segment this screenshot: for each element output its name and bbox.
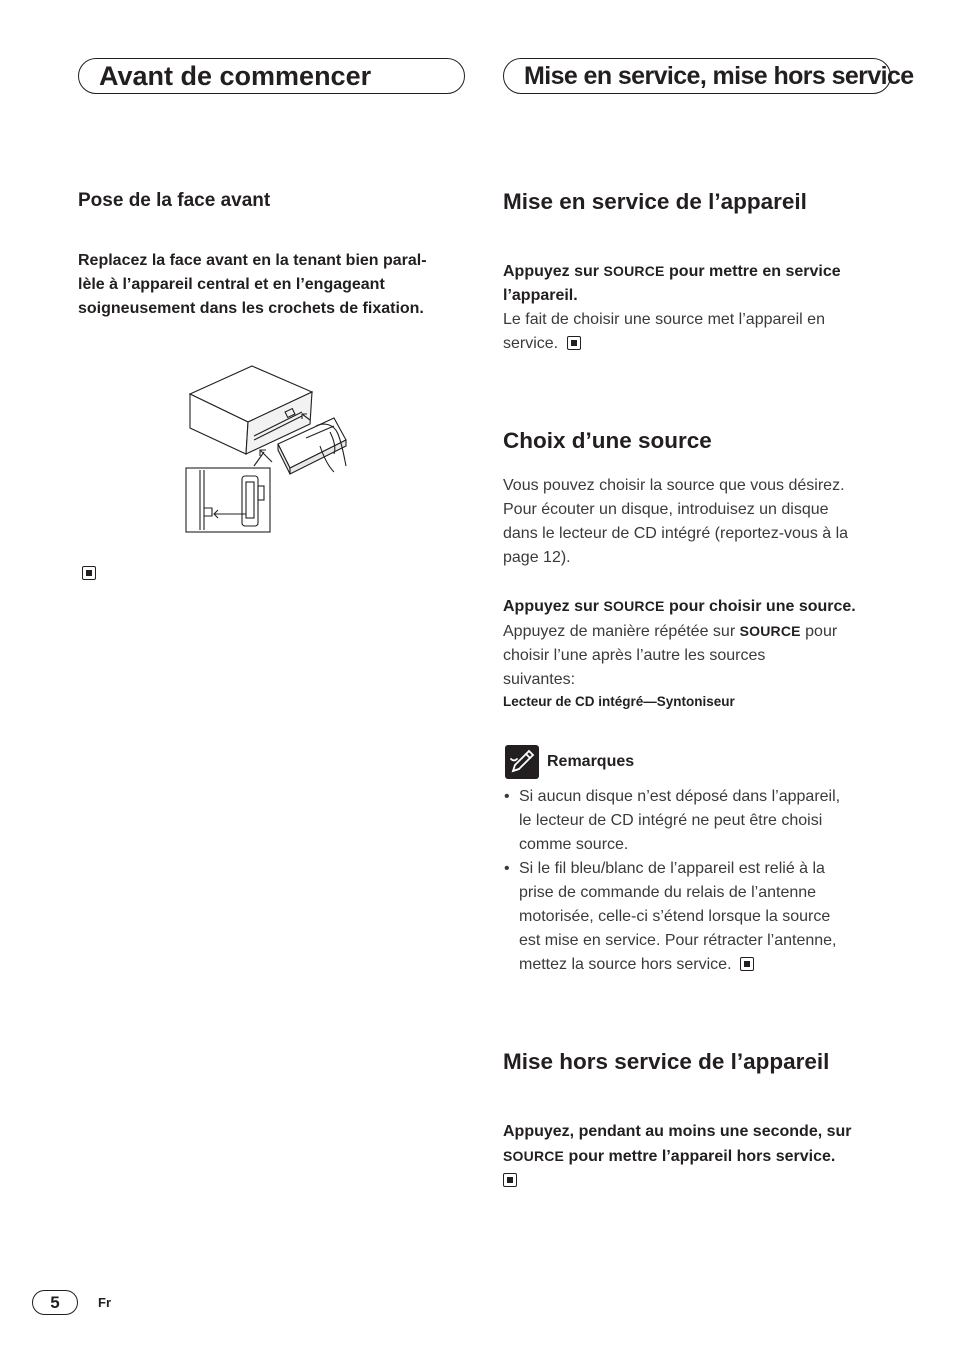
heading-mise-en-service: Mise en service de l’appareil	[503, 189, 807, 214]
body-text: service.	[503, 335, 559, 352]
note-line: • Si aucun disque n’est déposé dans l’appareil,	[519, 788, 841, 805]
body-line: Pour écouter un disque, introduisez un disque	[503, 501, 829, 518]
language-label: Fr	[98, 1295, 111, 1310]
note-line	[519, 953, 903, 977]
instruction-text: pour choisir une source.	[664, 598, 856, 615]
note-line: prise de commande du relais de l’antenne	[519, 884, 817, 901]
section-choix-source-body	[503, 474, 848, 570]
section-title-left: Avant de commencer	[99, 60, 372, 91]
section-mise-en-service-body	[503, 259, 841, 356]
note-pencil-icon	[505, 745, 539, 779]
body-line: Vous pouvez choisir la source que vous désirez.	[503, 477, 845, 494]
end-mark-icon	[567, 336, 581, 350]
note-line: est mise en service. Pour rétracter l’antenne,	[519, 932, 837, 949]
instruction-line: Appuyez, pendant au moins une seconde, sur	[503, 1123, 852, 1140]
instruction-line	[503, 1169, 852, 1193]
note-text: mettez la source hors service.	[519, 956, 732, 973]
instruction-text: pour mettre en service	[664, 263, 841, 280]
front-panel-illustration	[184, 362, 364, 536]
body-line: Le fait de choisir une source met l’appareil en	[503, 311, 825, 328]
source-key-label: SOURCE	[739, 623, 801, 639]
section-header-right	[503, 58, 914, 94]
instruction-line	[503, 259, 841, 284]
source-key-label: SOURCE	[603, 598, 665, 614]
notes-heading: Remarques	[547, 753, 635, 770]
page-number-badge	[32, 1290, 78, 1315]
instruction-line: lèle à l’appareil central et en l’engageant	[78, 276, 385, 293]
body-line: choisir l’une après l’autre les sources	[503, 647, 766, 664]
note-line: comme source.	[519, 836, 629, 853]
body-line: suivantes:	[503, 671, 576, 688]
body-text: pour	[800, 623, 838, 640]
note-line: motorisée, celle-ci s’étend lorsque la source	[519, 908, 831, 925]
section-mise-hors-service-body	[503, 1120, 852, 1193]
instruction-line: l’appareil.	[503, 287, 578, 304]
list-item	[503, 857, 903, 977]
section-header-left	[78, 58, 465, 94]
list-item	[503, 785, 903, 857]
instruction-line: Replacez la face avant en la tenant bien paral-	[78, 252, 427, 269]
heading-choix-source: Choix d’une source	[503, 428, 712, 453]
heading-pose-face-avant: Pose de la face avant	[78, 190, 271, 211]
end-mark-icon	[82, 566, 96, 580]
instruction-text: Appuyez sur	[503, 598, 604, 615]
heading-mise-hors-service: Mise hors service de l’appareil	[503, 1049, 830, 1074]
body-text: Appuyez de manière répétée sur	[503, 623, 740, 640]
instruction-text: Appuyez sur	[503, 263, 604, 280]
note-line: • Si le fil bleu/blanc de l’appareil est relié à la	[519, 860, 825, 877]
source-key-label: SOURCE	[503, 1148, 565, 1164]
instruction-line	[503, 1144, 852, 1169]
instruction-line	[503, 594, 856, 619]
body-line: page 12).	[503, 549, 571, 566]
body-line	[503, 332, 841, 356]
instruction-pose	[78, 249, 427, 321]
notes-list	[503, 785, 903, 977]
sources-sequence: Lecteur de CD intégré—Syntoniseur	[503, 694, 735, 709]
note-line: le lecteur de CD intégré ne peut être choisi	[519, 812, 823, 829]
instruction-text: pour mettre l’appareil hors service.	[564, 1148, 836, 1165]
end-mark-icon	[740, 957, 754, 971]
page-number: 5	[50, 1292, 60, 1312]
source-key-label: SOURCE	[603, 263, 665, 279]
body-line: dans le lecteur de CD intégré (reportez-vous à la	[503, 525, 849, 542]
instruction-line: soigneusement dans les crochets de fixation.	[78, 300, 424, 317]
body-line	[503, 619, 856, 644]
end-mark-icon	[503, 1173, 517, 1187]
section-title-right: Mise en service, mise hors service	[524, 61, 914, 90]
section-choix-source-instruction	[503, 594, 856, 692]
